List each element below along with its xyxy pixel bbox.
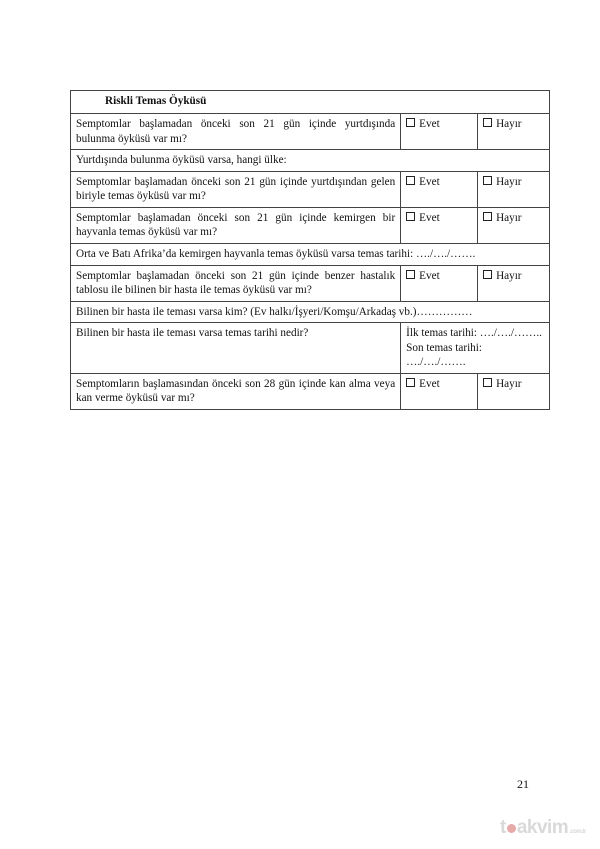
question-row-abroad-contact (71, 171, 550, 207)
first-contact-date-field[interactable]: İlk temas tarihi: …./…./…….. (406, 327, 542, 340)
option-no[interactable]: Hayır (478, 114, 550, 150)
form-title-row (71, 91, 550, 114)
option-yes[interactable]: Evet (401, 171, 478, 207)
question-row-patient-contact (71, 265, 550, 301)
question-row-abroad (71, 114, 550, 150)
option-no[interactable]: Hayır (478, 373, 550, 409)
checkbox-icon[interactable] (406, 212, 415, 221)
question-text: Semptomlar başlamadan önceki son 21 gün içinde yurtdışından gelen biriyle temas öyküsü var mı? (71, 171, 401, 207)
option-yes[interactable]: Evet (401, 207, 478, 243)
last-contact-date-field[interactable]: Son temas tarihi: …./…./……. (406, 341, 482, 369)
checkbox-icon[interactable] (406, 118, 415, 127)
question-text: Semptomlar başlamadan önceki son 21 gün içinde kemirgen bir hayvanla temas öyküsü var mı? (71, 207, 401, 243)
country-field[interactable]: Yurtdışında bulunma öyküsü varsa, hangi ülke: (71, 150, 550, 172)
contact-dates-row (71, 323, 550, 374)
checkbox-icon[interactable] (406, 176, 415, 185)
patient-relation-field[interactable]: Bilinen bir hasta ile teması varsa kim? (Ev halkı/İşyeri/Komşu/Arkadaş vb.)…………… (71, 301, 550, 323)
checkbox-icon[interactable] (483, 176, 492, 185)
checkbox-icon[interactable] (483, 270, 492, 279)
risk-contact-form (70, 90, 550, 410)
option-no[interactable]: Hayır (478, 171, 550, 207)
option-yes[interactable]: Evet (401, 373, 478, 409)
contact-dates-cell (401, 323, 550, 374)
question-text: Semptomlar başlamadan önceki son 21 gün içinde yurtdışında bulunma öyküsü var mı? (71, 114, 401, 150)
checkbox-icon[interactable] (483, 118, 492, 127)
option-yes[interactable]: Evet (401, 114, 478, 150)
patient-who-row (71, 301, 550, 323)
question-text: Semptomların başlamasından önceki son 28 gün içinde kan alma veya kan verme öyküsü var mı? (71, 373, 401, 409)
option-yes[interactable]: Evet (401, 265, 478, 301)
checkbox-icon[interactable] (406, 270, 415, 279)
country-row (71, 150, 550, 172)
rodent-date-row (71, 243, 550, 265)
question-row-rodent (71, 207, 550, 243)
rodent-contact-date-field[interactable]: Orta ve Batı Afrika’da kemirgen hayvanla temas öyküsü varsa temas tarihi: …./…./……. (71, 243, 550, 265)
option-no[interactable]: Hayır (478, 265, 550, 301)
checkbox-icon[interactable] (406, 378, 415, 387)
option-no[interactable]: Hayır (478, 207, 550, 243)
question-row-blood (71, 373, 550, 409)
question-text: Bilinen bir hasta ile teması varsa temas tarihi nedir? (71, 323, 401, 374)
logo-dot-icon (507, 824, 516, 833)
takvim-watermark-logo: t akvim.com.tr (500, 817, 586, 838)
checkbox-icon[interactable] (483, 212, 492, 221)
page-number: 21 (517, 777, 529, 791)
question-text: Semptomlar başlamadan önceki son 21 gün içinde benzer hastalık tablosu ile bilinen bir hasta ile temas öyküsü var mı? (71, 265, 401, 301)
checkbox-icon[interactable] (483, 378, 492, 387)
form-title: Riskli Temas Öyküsü (71, 91, 550, 114)
